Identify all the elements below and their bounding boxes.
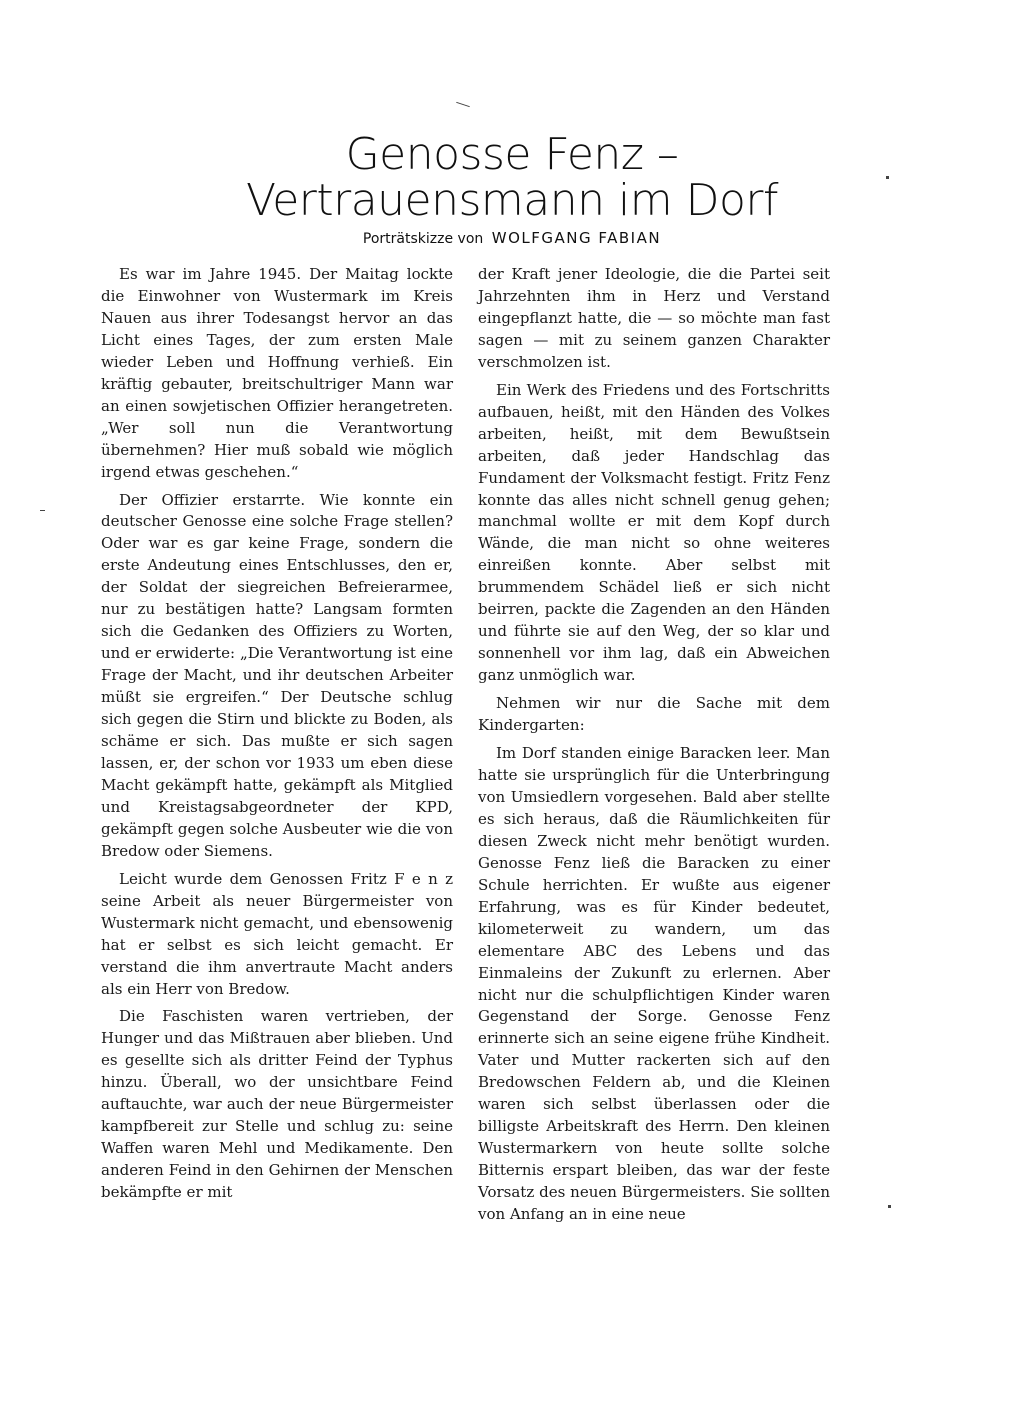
right-column (478, 264, 830, 1232)
paragraph: Leicht wurde dem Genossen Fritz F e n z seine Arbeit als neuer Bürgermeister von Wustermark nicht gemacht, und ebensowenig hat er selbst es sich leicht gemacht. Er verstand die ihm anvertraute Macht anders als ein Herr von Bredow. (101, 869, 453, 998)
left-column (101, 264, 453, 1210)
article-title-line-1: Genosse Fenz – (345, 129, 679, 180)
paragraph: Im Dorf standen einige Baracken leer. Man hatte sie ursprünglich für die Unterbringung von Umsiedlern vorgesehen. Bald aber stellte es sich heraus, daß die Räumlichkeiten für diesen Zweck nicht mehr benötigt wurden. Genosse Fenz ließ die Baracken zu einer Schule herrichten. Er wußte aus eigener Erfahrung, was es für Kinder bedeutet, kilometerweit zu wandern, um das elementare ABC des Lebens und das Einmaleins der Zukunft zu erlernen. Aber nicht nur die schulpflichtigen Kinder waren Gegenstand der Sorge. Genosse Fenz erinnerte sich an seine eigene frühe Kindheit. Vater und Mutter rackerten sich auf den Bredowschen Feldern ab, und die Kleinen waren sich selbst überlassen oder die billigste Arbeitskraft des Herrn. Den kleinen Wustermarkern von heute sollte solche Bitternis erspart bleiben, das war der feste Vorsatz des neuen Bürgermeisters. Sie sollten von Anfang an in eine neue (478, 744, 830, 1224)
byline (0, 229, 1024, 247)
scan-mark (888, 1205, 891, 1208)
paragraph: Nehmen wir nur die Sache mit dem Kindergarten: (478, 694, 830, 735)
paragraph: Die Faschisten waren vertrieben, der Hunger und das Mißtrauen aber blieben. Und es gesellte sich als dritter Feind der Typhus hinzu. Überall, wo der unsichtbare Feind auftauchte, war auch der neue Bürgermeister kampfbereit zur Stelle und schlug zu: seine Waffen waren Mehl und Medikamente. Den anderen Feind in den Gehirnen der Menschen bekämpfte er mit (101, 1007, 453, 1202)
paragraph-continued: der Kraft jener Ideologie, die die Partei seit Jahrzehnten ihm in Herz und Verstand eingepflanzt hatte, die — so möchte man fast sagen — mit zu seinem ganzen Charakter verschmolzen ist. (478, 265, 830, 371)
scan-mark (456, 102, 470, 107)
byline-author: WOLFGANG FABIAN (491, 229, 662, 247)
scan-mark (40, 510, 45, 511)
article-title-line-2: Vertrauensmann im Dorf (246, 175, 778, 226)
paragraph: Es war im Jahre 1945. Der Maitag lockte die Einwohner von Wustermark im Kreis Nauen aus ihrer Todesangst hervor an das Licht eines Tages, der zum ersten Male wieder Leben und Hoffnung verhieß. Ein kräftig gebauter, breitschultriger Mann war an einen sowjetischen Offizier herangetreten. „Wer soll nun die Verantwortung übernehmen? Hier muß sobald wie möglich irgend etwas geschehen.“ (101, 265, 453, 481)
paragraph: Ein Werk des Friedens und des Fortschritts aufbauen, heißt, mit den Händen des Volkes arbeiten, heißt, mit dem Bewußtsein arbeiten, daß jeder Handschlag das Fundament der Volksmacht festigt. Fritz Fenz konnte das alles nicht schnell genug gehen; manchmal wollte er mit dem Kopf durch Wände, die man nicht so ohne weiteres einreißen konnte. Aber selbst mit brummendem Schädel ließ er sich nicht beirren, packte die Zagenden an den Händen und führte sie auf den Weg, der so klar und sonnenhell vor ihm lag, daß ein Abweichen ganz unmöglich war. (478, 380, 830, 685)
byline-prefix: Porträtskizze von (362, 231, 484, 247)
paragraph: Der Offizier erstarrte. Wie konnte ein deutscher Genosse eine solche Frage stellen? Oder war es gar keine Frage, sondern die erste Andeutung eines Entschlusses, den er, der Soldat der siegreichen Befreierarmee, nur zu bestätigen hatte? Langsam formten sich die Gedanken des Offiziers zu Worten, und er erwiderte: „Die Verantwortung ist eine Frage der Macht, und ihr deutschen Arbeiter müßt sie ergreifen.“ Der Deutsche schlug sich gegen die Stirn und blickte zu Boden, als schäme er sich. Das mußte er sich sagen lassen, er, der schon vor 1933 um eben diese Macht gekämpft hatte, gekämpft als Mitglied und Kreistagsabgeordneter der KPD, gekämpft gegen solche Ausbeuter wie die von Bredow oder Siemens. (101, 490, 453, 860)
